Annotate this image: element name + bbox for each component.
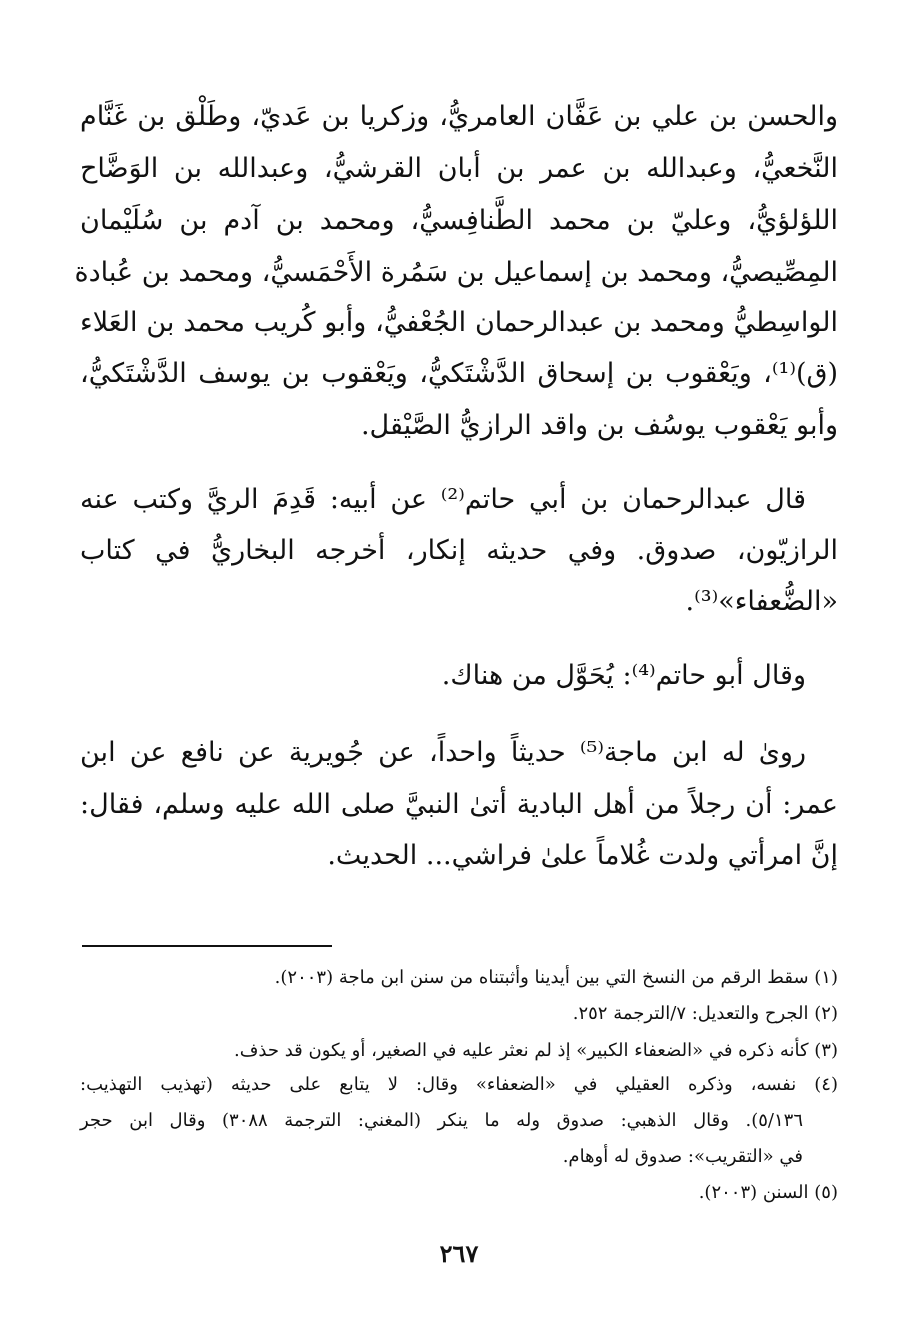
body-line: روىٰ له ابن ماجة⁽⁵⁾ حديثاً واحداً، عن جُويرية عن نافع عن ابن <box>80 737 806 768</box>
body-line: قال عبدالرحمان بن أبي حاتم⁽²⁾ عن أبيه: قَدِمَ الريَّ وكتب عنه <box>80 484 806 515</box>
body-line: «الضُّعفاء»⁽³⁾. <box>685 586 838 617</box>
footnote-number: (٤) <box>814 1074 838 1095</box>
body-line: الرازيّون، صدوق. وفي حديثه إنكار، أخرجه البخاريُّ في كتاب <box>80 535 838 566</box>
body-line: عمر: أن رجلاً من أهل البادية أتىٰ النبيَّ صلى الله عليه وسلم، فقال: <box>80 789 838 820</box>
footnote-text: السنن (٢٠٠٣). <box>698 1182 809 1203</box>
body-line: الواسِطيُّ ومحمد بن عبدالرحمان الجُعْفيُّ، وأبو كُريب محمد بن العَلاء <box>80 307 838 338</box>
footnote-number: (١) <box>814 967 838 988</box>
footnote-number: (٢) <box>814 1003 838 1024</box>
body-line: (ق)⁽¹⁾، ويَعْقوب بن إسحاق الدَّشْتَكيُّ، ويَعْقوب بن يوسف الدَّشْتَكيُّ، <box>80 358 838 389</box>
footnote-4-line-3: في «التقريب»: صدوق له أوهام. <box>562 1146 803 1167</box>
body-line: النَّخعيُّ، وعبدالله بن عمر بن أبان القرشيُّ، وعبدالله بن الوَضَّاح <box>80 153 838 184</box>
footnote-4 <box>80 1074 838 1096</box>
body-line: وأبو يَعْقوب يوسُف بن واقد الرازيُّ الصَّيْقل. <box>360 410 838 441</box>
page-number: ٢٦٧ <box>439 1239 479 1268</box>
footnote-text: كأنه ذكره في «الضعفاء الكبير» إذ لم نعثر عليه في الصغير، أو يكون قد حذف. <box>234 1040 809 1061</box>
footnote-3 <box>80 1040 838 1062</box>
footnote-number: (٣) <box>814 1040 838 1061</box>
body-line: إنَّ امرأتي ولدت غُلاماً علىٰ فراشي... الحديث. <box>327 840 838 871</box>
footnote-2 <box>80 1003 838 1025</box>
footnote-number: (٥) <box>814 1182 838 1203</box>
body-line: والحسن بن علي بن عَفَّان العامريُّ، وزكريا بن عَديّ، وطَلْق بن غَنَّام <box>80 101 838 132</box>
footnote-text: نفسه، وذكره العقيلي في «الضعفاء» وقال: لا يتابع على حديثه (تهذيب التهذيب: <box>80 1074 797 1095</box>
footnote-1 <box>80 967 838 989</box>
footnote-5 <box>80 1182 838 1204</box>
body-line: المِصِّيصيُّ، ومحمد بن إسماعيل بن سَمُرة الأَحْمَسيُّ، ومحمد بن عُبادة <box>74 257 838 288</box>
footnote-4-line-2: ٥/١٣٦). وقال الذهبي: صدوق وله ما ينكر (المغني: الترجمة ٣٠٨٨) وقال ابن حجر <box>80 1110 804 1131</box>
body-line: اللؤلؤيُّ، وعليّ بن محمد الطَّنافِسيُّ، ومحمد بن آدم بن سُلَيْمان <box>80 205 838 236</box>
body-line: وقال أبو حاتم⁽⁴⁾: يُحَوَّل من هناك. <box>441 660 806 691</box>
footnote-text: سقط الرقم من النسخ التي بين أيدينا وأثبتناه من سنن ابن ماجة (٢٠٠٣). <box>274 967 809 988</box>
footnote-text: الجرح والتعديل: ٧/الترجمة ٢٥٢. <box>572 1003 809 1024</box>
footnote-separator <box>82 945 332 947</box>
